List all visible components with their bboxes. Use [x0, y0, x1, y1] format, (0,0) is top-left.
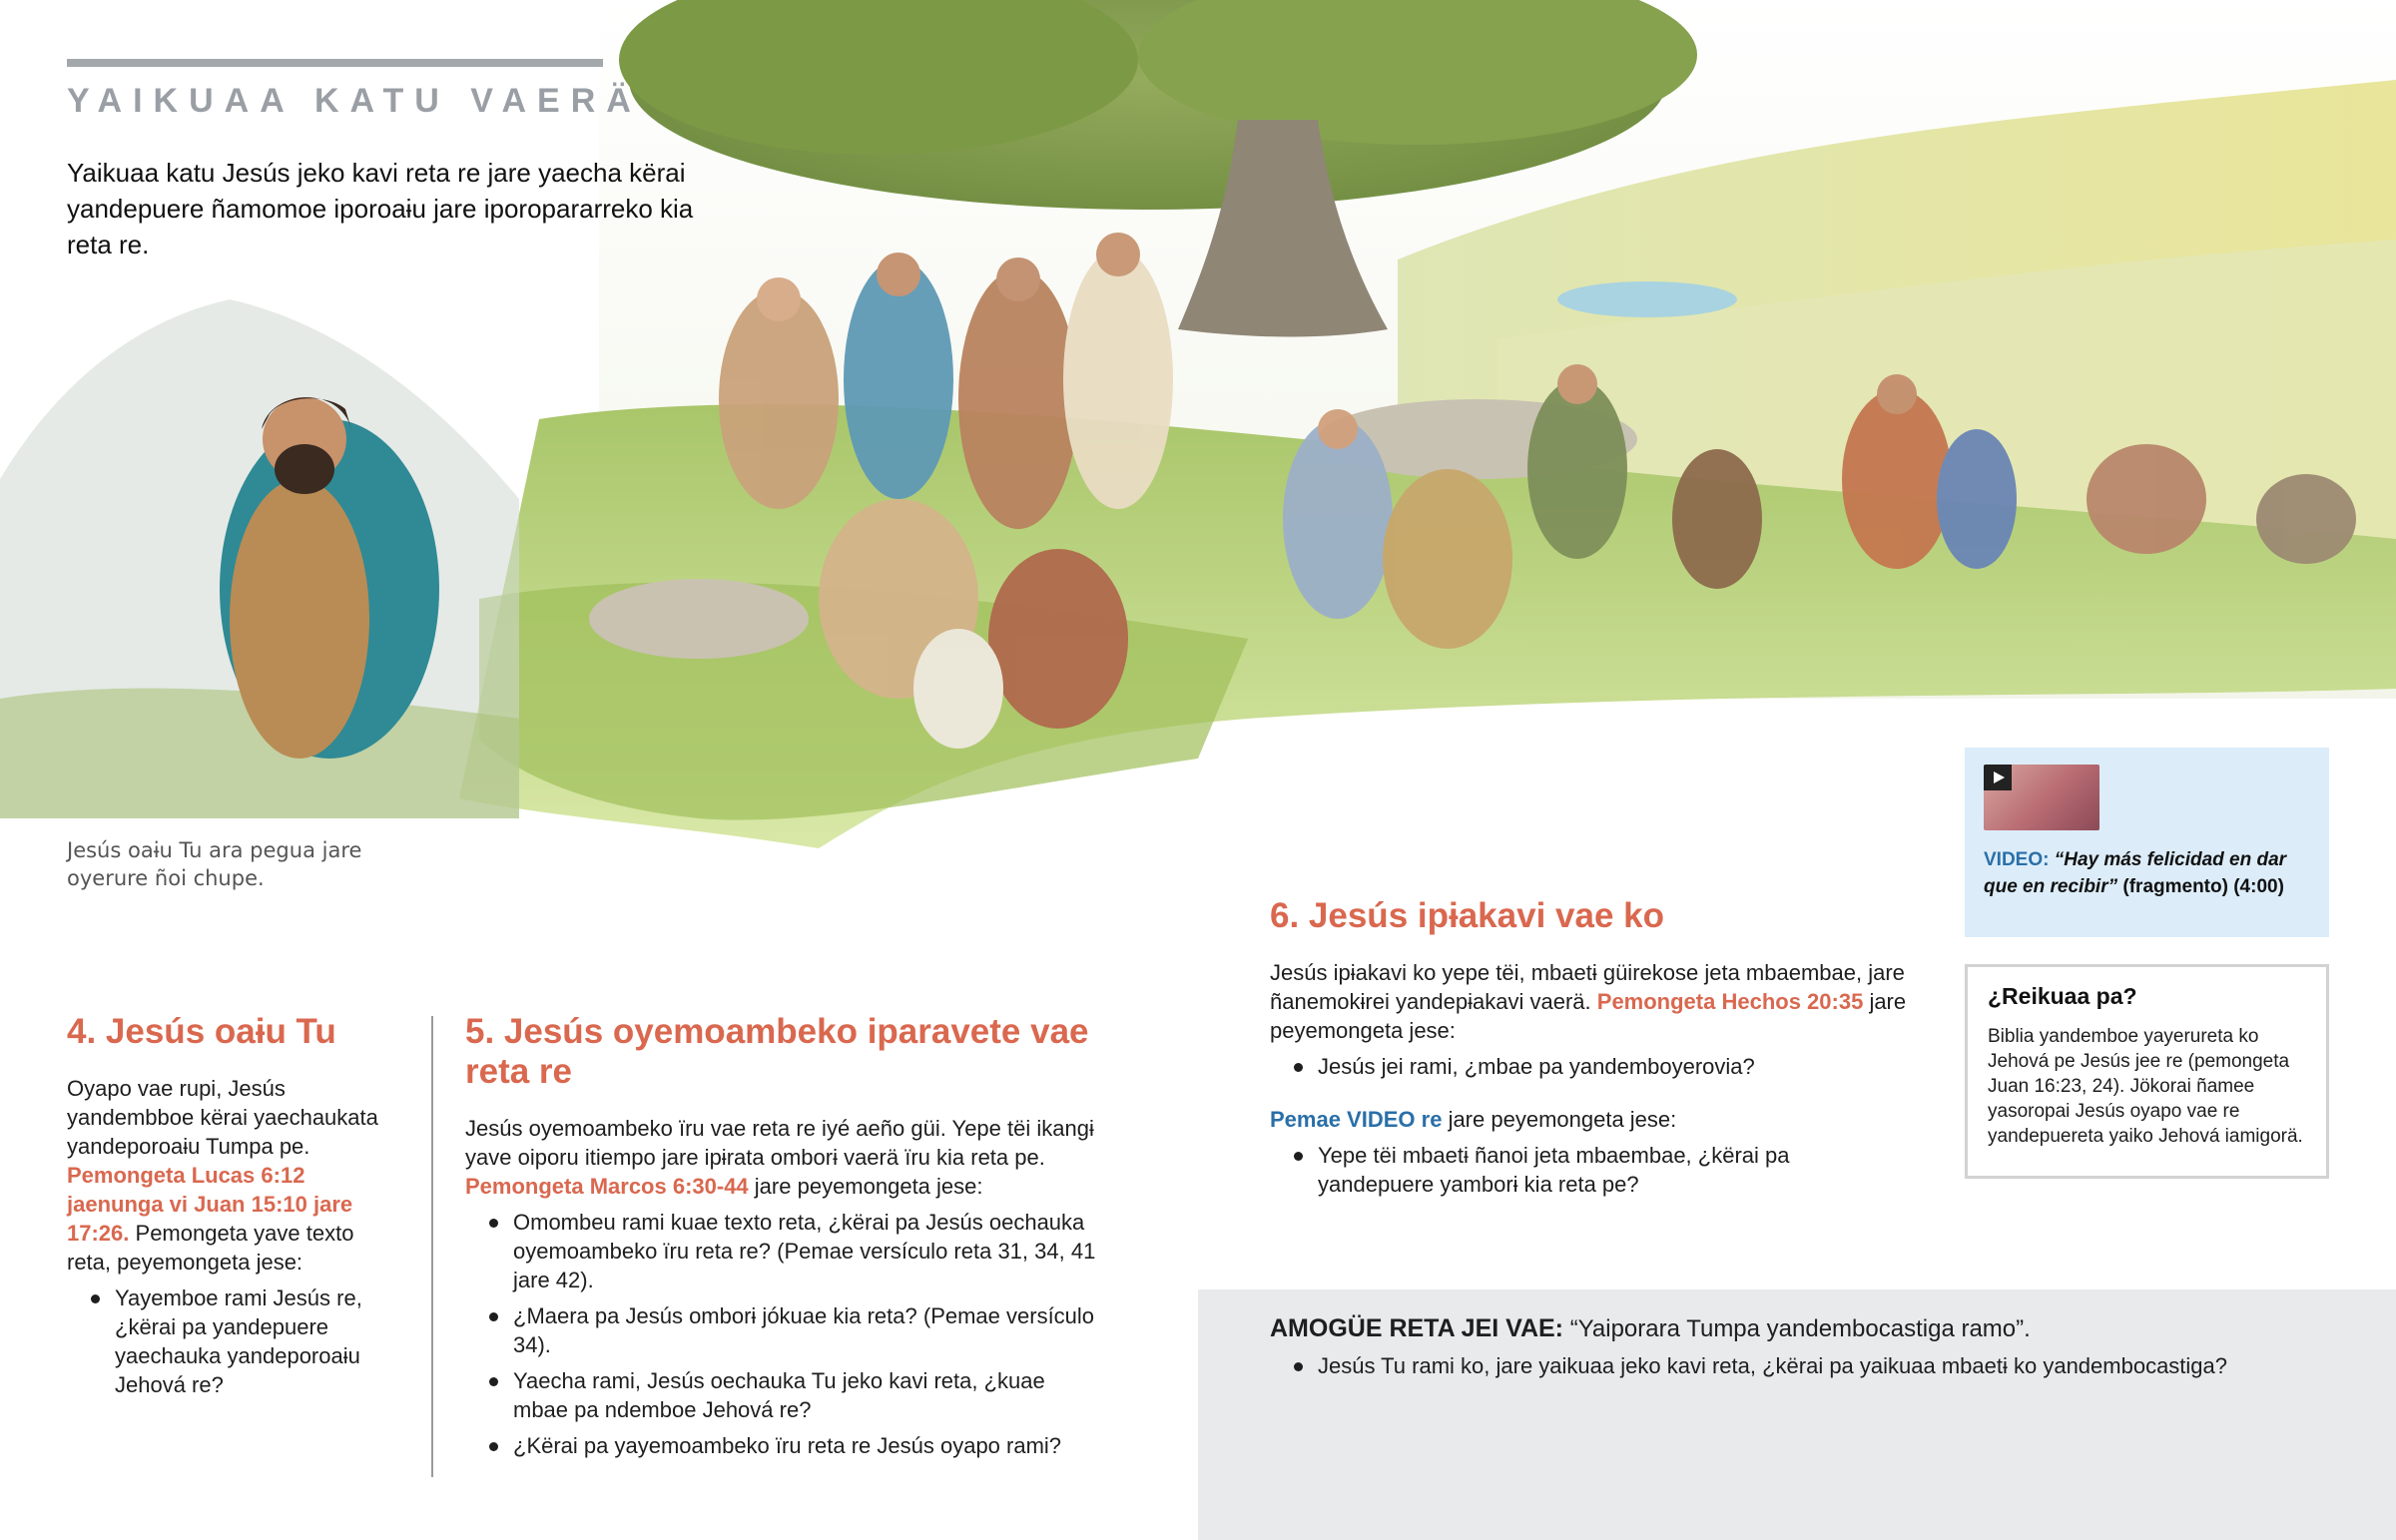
- section-4-text: Oyapo vae rupi, Jesús yandembboe kërai yaechaukata yandeporoaɨu Tumpa pe.: [67, 1076, 378, 1159]
- some-people-say-panel: [1198, 1289, 2396, 1540]
- section-4-title: 4. Jesús oaɨu Tu: [67, 1012, 336, 1051]
- section-6-scripture-link[interactable]: Pemongeta Hechos 20:35: [1596, 989, 1864, 1014]
- illustration-caption: Jesús oaɨu Tu ara pegua jare oyerure ñoi chupe.: [67, 838, 362, 890]
- video-description: [1984, 846, 2313, 900]
- video-thumbnail[interactable]: [1984, 765, 2099, 830]
- section-6-questions-a: [1270, 1052, 1909, 1081]
- section-6: [1270, 896, 1909, 1199]
- section-4-body: [67, 1074, 396, 1277]
- play-icon[interactable]: [1984, 765, 2012, 790]
- section-4-scripture-link[interactable]: Pemongeta Lucas 6:12 jaenunga vi Juan 15:10 jare 17:26.: [67, 1163, 353, 1246]
- did-you-know-box: [1965, 964, 2329, 1179]
- section-5-questions: [465, 1208, 1104, 1460]
- section-5-text: Jesús oyemoambeko ïru vae reta re iyé aeño güi. Yepe tëi ikangɨ yave oiporu itiempo jare ipɨrata omborɨ vaerä ïru kia reta pe.: [465, 1116, 1094, 1170]
- did-you-know-title: ¿Reikuaa pa?: [1988, 983, 2137, 1009]
- page-title: YAIKUAA KATU VAERÄ: [67, 82, 642, 120]
- intro-text: Yaikuaa katu Jesús jeko kavi reta re jare yaecha kërai yandepuere ñamomoe iporoaɨu jare iporopararreko kia reta re.: [67, 158, 694, 259]
- question-item: Yepe tëi mbaetɨ ñanoi jeta mbaembae, ¿kërai pa yandepuere yamborɨ kia reta pe?: [1270, 1141, 1909, 1199]
- video-box: [1965, 748, 2329, 937]
- question-item: Jesús jei rami, ¿mbae pa yandemboyerovia?: [1270, 1052, 1909, 1081]
- question-item: Jesús Tu rami ko, jare yaikuaa jeko kavi reta, ¿kërai pa yaikuaa mbaetɨ ko yandembocastiga?: [1270, 1351, 2324, 1380]
- section-6-text-after: jare peyemongeta jese:: [1270, 989, 1907, 1043]
- section-6-video-line: [1270, 1105, 1909, 1134]
- column-divider: [431, 1016, 433, 1477]
- section-4-questions: [67, 1283, 396, 1399]
- header-rule: [67, 59, 603, 67]
- section-6-video-after: jare peyemongeta jese:: [1448, 1107, 1677, 1132]
- section-4-text-after: Pemongeta yave texto reta, peyemongeta jese:: [67, 1221, 354, 1275]
- section-6-text: Jesús ipɨakavi ko yepe tëi, mbaetɨ güirekose jeta mbaembae, jare ñanemokɨrei yandepɨakavi vaerä.: [1270, 960, 1905, 1014]
- video-meta: (fragmento) (4:00): [2122, 876, 2284, 897]
- some-people-say-quote: “Yaiporara Tumpa yandembocastiga ramo”.: [1569, 1315, 2031, 1342]
- some-people-say-line: [1270, 1313, 2324, 1344]
- section-6-title: 6. Jesús ipɨakavi vae ko: [1270, 896, 1664, 935]
- section-5-scripture-link[interactable]: Pemongeta Marcos 6:30-44: [465, 1174, 749, 1199]
- question-item: ¿Maera pa Jesús omborɨ jókuae kia reta? (Pemae versículo 34).: [465, 1301, 1104, 1359]
- section-5-body: [465, 1114, 1104, 1201]
- did-you-know-body: Biblia yandemboe yayerureta ko Jehová pe Jesús jee re (pemongeta Juan 16:23, 24). Jökorai ñamee yasoropai Jesús oyapo vae re yandepuereta yaiko Jehová iamigorä.: [1988, 1026, 2303, 1147]
- question-item: Yaecha rami, Jesús oechauka Tu jeko kavi reta, ¿kuae mbae pa ndemboe Jehová re?: [465, 1366, 1104, 1424]
- section-5-text-after: jare peyemongeta jese:: [754, 1174, 983, 1199]
- section-5-title: 5. Jesús oyemoambeko iparavete vae reta re: [465, 1012, 1089, 1091]
- section-6-questions-b: [1270, 1141, 1909, 1199]
- section-4: [67, 1012, 396, 1399]
- video-title[interactable]: “Hay más felicidad en dar que en recibir”: [1984, 849, 2287, 897]
- watch-video-link[interactable]: Pemae VIDEO re: [1270, 1107, 1443, 1132]
- section-6-body: [1270, 958, 1909, 1045]
- summary-questions: [1270, 1351, 2324, 1380]
- section-5: [465, 1012, 1104, 1460]
- video-label[interactable]: VIDEO:: [1984, 849, 2050, 870]
- question-item: ¿Kërai pa yayemoambeko ïru reta re Jesús oyapo rami?: [465, 1431, 1104, 1460]
- question-item: Omombeu rami kuae texto reta, ¿kërai pa Jesús oechauka oyemoambeko ïru reta re? (Pemae versículo reta 31, 34, 41 jare 42).: [465, 1208, 1104, 1294]
- some-people-say-label: AMOGÜE RETA JEI VAE:: [1270, 1314, 1564, 1342]
- question-item: Yayemboe rami Jesús re, ¿kërai pa yandepuere yaechauka yandeporoaɨu Jehová re?: [67, 1283, 396, 1399]
